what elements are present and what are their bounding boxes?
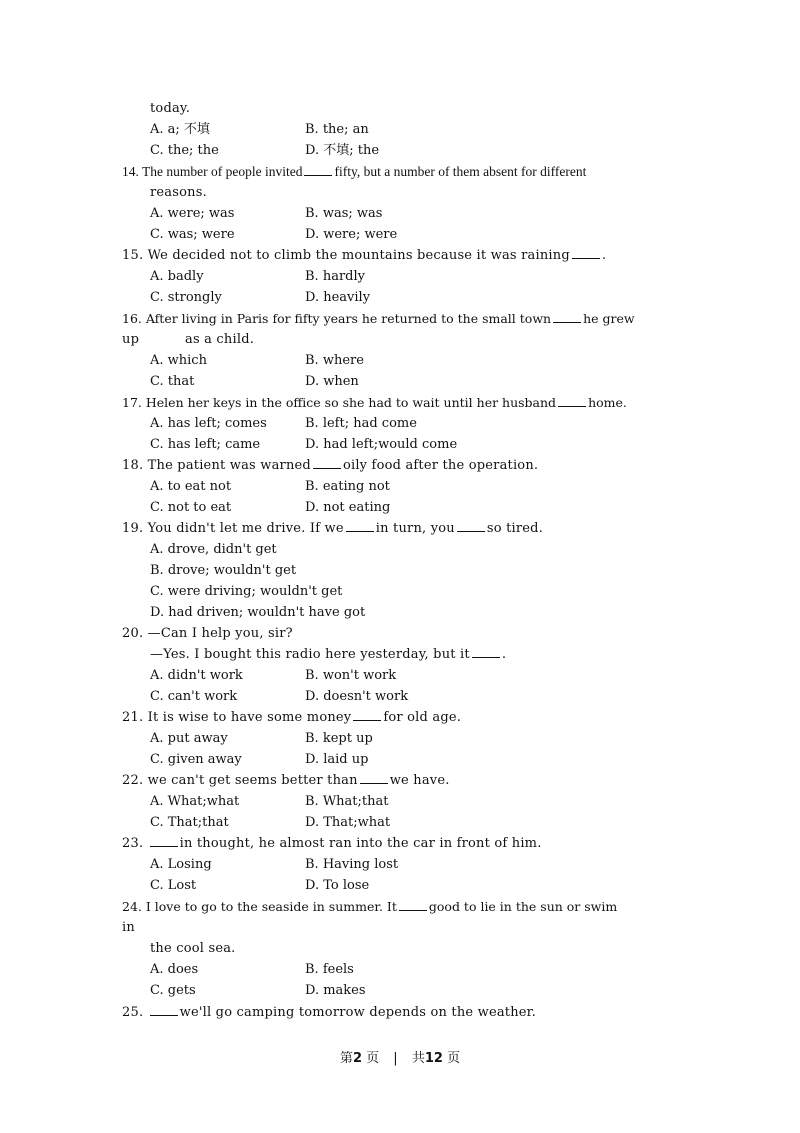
q21-option-b: B. kept up [305,731,373,746]
answer-blank [313,455,341,469]
q22-stem: 22. we can't get seems better than we have. [122,770,450,791]
q20-option-d: D. doesn't work [305,689,409,704]
q16-option-c: C. that [150,374,195,389]
q17-option-c: C. has left; came [150,437,261,452]
q13-option-a: A. a; 不填 [150,122,210,137]
question-number: 21. [122,710,144,725]
q19-option-d: D. had driven; wouldn't have got [150,605,366,620]
q20-option-b: B. won't work [305,668,397,683]
q25-stem: 25. we'll go camping tomorrow depends on the weather. [122,1002,536,1023]
q15-stem: 15. We decided not to climb the mountains because it was raining . [122,245,606,266]
question-number: 16. [122,311,142,326]
q21-option-c: C. given away [150,752,242,767]
answer-blank [150,833,178,847]
q14-continuation: reasons. [150,185,207,200]
q15-option-c: C. strongly [150,290,222,305]
answer-blank [399,897,427,911]
q18-option-d: D. not eating [305,500,391,515]
q19-stem: 19. You didn't let me drive. If we in turn, you so tired. [122,518,543,539]
question-number: 18. [122,458,144,473]
q23-option-b: B. Having lost [305,857,399,872]
question-number: 14. [122,164,139,179]
answer-blank [572,245,600,259]
q15-option-b: B. hardly [305,269,365,284]
q24-option-a: A. does [150,962,199,977]
current-page-number: 2 [352,1051,362,1066]
q23-option-d: D. To lose [305,878,370,893]
q20-option-a: A. didn't work [150,668,243,683]
q14-option-c: C. was; were [150,227,235,242]
q24-option-b: B. feels [305,962,354,977]
q15-option-a: A. badly [150,269,204,284]
q24-stem: 24. I love to go to the seaside in summer. It good to lie in the sun or swim [122,899,618,914]
q17-option-b: B. left; had come [305,416,417,431]
q16-option-d: D. when [305,374,359,389]
q14-stem: 14. The number of people invited fifty, but a number of them absent for different [122,164,587,179]
q18-option-c: C. not to eat [150,500,232,515]
q19-option-c: C. were driving; wouldn't get [150,584,343,599]
q14-option-a: A. were; was [150,206,235,221]
question-number: 23. [122,836,144,851]
q21-option-a: A. put away [150,731,228,746]
question-number: 19. [122,521,144,536]
answer-blank [558,393,586,407]
q16-stem: 16. After living in Paris for fifty years he returned to the small town he grew [122,311,635,326]
q18-option-b: B. eating not [305,479,390,494]
answer-blank [360,770,388,784]
footer-separator: | [393,1051,398,1066]
question-number: 22. [122,773,144,788]
q16-option-b: B. where [305,353,364,368]
q17-option-d: D. had left;would come [305,437,458,452]
question-number: 17. [122,395,142,410]
answer-blank [346,518,374,532]
q22-option-a: A. What;what [150,794,240,809]
q16-wrap-word: up [122,332,140,347]
answer-blank [457,518,485,532]
q23-stem: 23. in thought, he almost ran into the car in front of him. [122,833,542,854]
q14-option-d: D. were; were [305,227,398,242]
question-number: 15. [122,248,144,263]
question-number: 25. [122,1005,144,1020]
q21-stem: 21. It is wise to have some money for old age. [122,707,461,728]
q22-option-b: B. What;that [305,794,389,809]
q13-option-c: C. the; the [150,143,219,158]
answer-blank [553,309,581,323]
q21-option-d: D. laid up [305,752,369,767]
q13-continuation: today. [150,101,191,116]
q20-stem: 20. —Can I help you, sir? [122,626,293,641]
q19-option-b: B. drove; wouldn't get [150,563,297,578]
q20-reply: —Yes. I bought this radio here yesterday, but it . [150,644,506,665]
q24-continuation: the cool sea. [150,941,236,956]
q17-stem: 17. Helen her keys in the office so she had to wait until her husband home. [122,395,627,410]
answer-blank [353,707,381,721]
q16-option-a: A. which [150,353,207,368]
q23-option-a: A. Losing [150,857,212,872]
q18-option-a: A. to eat not [150,479,232,494]
q16-continuation: as a child. [185,332,255,347]
q15-option-d: D. heavily [305,290,371,305]
q22-option-d: D. That;what [305,815,391,830]
q22-option-c: C. That;that [150,815,229,830]
q13-option-b: B. the; an [305,122,369,137]
answer-blank [150,1002,178,1016]
total-pages-number: 12 [424,1051,443,1066]
q14-option-b: B. was; was [305,206,383,221]
answer-blank [472,644,500,658]
question-number: 20. [122,626,144,641]
q23-option-c: C. Lost [150,878,197,893]
q17-option-a: A. has left; comes [150,416,267,431]
q24-wrap-word: in [122,920,135,935]
q24-option-d: D. makes [305,983,366,998]
q18-stem: 18. The patient was warned oily food after the operation. [122,455,538,476]
q13-option-d: D. 不填; the [305,143,380,158]
q19-option-a: A. drove, didn't get [150,542,277,557]
q20-option-c: C. can't work [150,689,238,704]
page-footer: 第2 页 | 共12 页 [339,1051,461,1066]
answer-blank [304,162,332,176]
question-number: 24. [122,899,142,914]
q24-option-c: C. gets [150,983,196,998]
